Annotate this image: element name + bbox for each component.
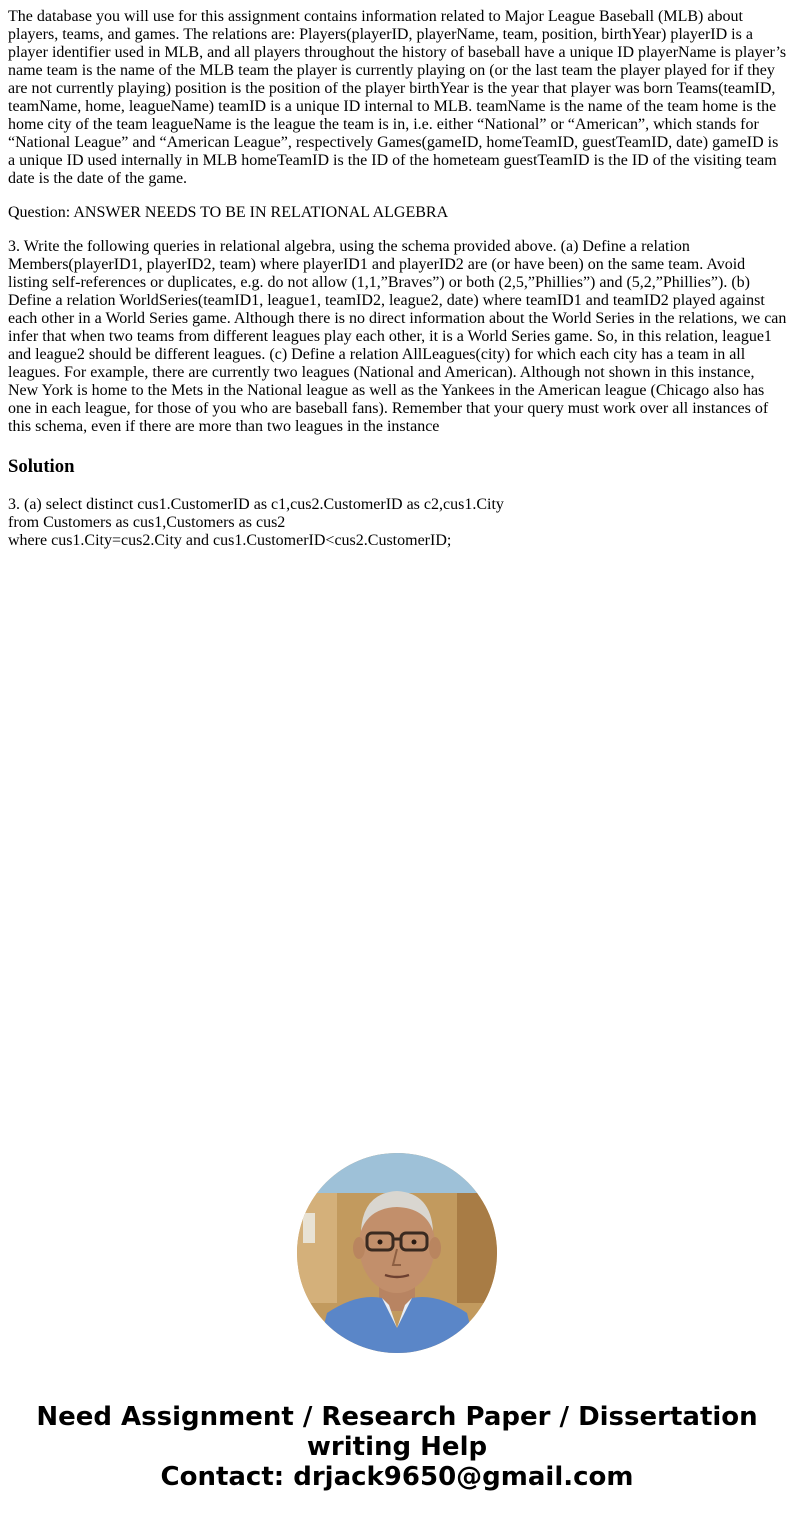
promo-banner (0, 1402, 794, 1492)
solution-line: where cus1.City=cus2.City and cus1.CustomerID<cus2.CustomerID; (8, 532, 452, 549)
question-label: Question: ANSWER NEEDS TO BE IN RELATIONAL ALGEBRA (8, 204, 449, 221)
solution-code (8, 496, 788, 550)
author-avatar (297, 1153, 497, 1353)
promo-line-1: Need Assignment / Research Paper / Dissertation (36, 1402, 758, 1432)
solution-heading: Solution (8, 456, 75, 477)
author-portrait-image (297, 1153, 497, 1353)
solution-line: 3. (a) select distinct cus1.CustomerID as c1,cus2.CustomerID as c2,cus1.City (8, 496, 504, 513)
promo-line-2: writing Help (306, 1432, 488, 1462)
question-body: 3. Write the following queries in relational algebra, using the schema provided above. (a) Define a relation Members(playerID1, playerID2, team) where playerID1 and playerID2 are (or have been) on the same team. Avoid listing self-references or duplicates, e.g. do not allow (1,1,”Braves”) or both (2,5,”Phillies”) and (5,2,”Phillies”). (b) Define a relation WorldSeries(teamID1, league1, teamID2, league2, date) where teamID1 and teamID2 played against each other in a World Series game. Although there is no direct information about the World Series in the relations, we can infer that when two teams from different leagues play each other, it is a World Series game. So, in this relation, league1 and league2 should be different leagues. (c) Define a relation AllLeagues(city) for which each city has a team in all leagues. For example, there are currently two leagues (National and American). Although not shown in this instance, New York is home to the Mets in the National league as well as the Yankees in the American league (Chicago also has one in each league, for those of you who are baseball fans). Remember that your query must work over all instances of this schema, even if there are more than two leagues in the instance (8, 238, 787, 435)
solution-line: from Customers as cus1,Customers as cus2 (8, 514, 286, 531)
intro-paragraph: The database you will use for this assignment contains information related to Major League Baseball (MLB) about players, teams, and games. The relations are: Players(playerID, playerName, team, position, birthYear) playerID is a player identifier used in MLB, and all players throughout the history of baseball have a unique ID playerName is player’s name team is the name of the MLB team the player is currently playing on (or the last team the player played for if they are not currently playing) position is the position of the player birthYear is the year that player was born Teams(teamID, teamName, home, leagueName) teamID is a unique ID internal to MLB. teamName is the name of the team home is the home city of the team leagueName is the league the team is in, i.e. either “National” or “American”, which stands for “National League” and “American League”, respectively Games(gameID, homeTeamID, guestTeamID, date) gameID is a unique ID used internally in MLB homeTeamID is the ID of the hometeam guestTeamID is the ID of the visiting team date is the date of the game. (8, 8, 787, 187)
promo-contact: Contact: drjack9650@gmail.com (160, 1462, 634, 1492)
document-body (8, 0, 788, 550)
